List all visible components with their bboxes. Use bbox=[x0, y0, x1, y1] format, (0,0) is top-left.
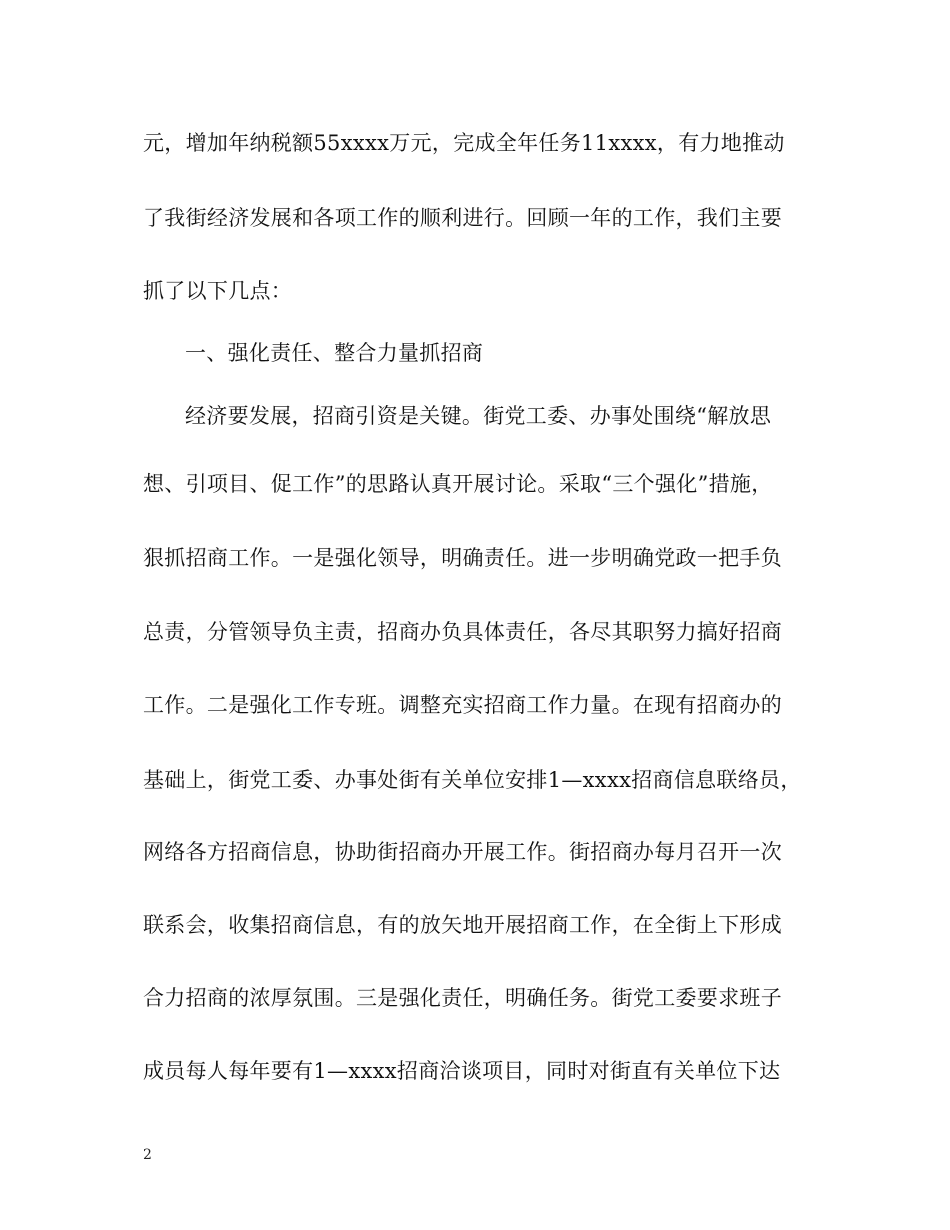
body-text-line: 抓了以下几点： bbox=[143, 279, 293, 303]
body-text-line: 合力招商的浓厚氛围。三是强化责任，明确任务。街党工委要求班子 bbox=[143, 986, 782, 1010]
body-text-line: 工作。二是强化工作专班。调整充实招商工作力量。在现有招商办的 bbox=[143, 693, 782, 717]
body-text-line: 了我街经济发展和各项工作的顺利进行。回顾一年的工作，我们主要 bbox=[143, 206, 782, 230]
body-text-line: 总责，分管领导负主责，招商办负具体责任，各尽其职努力搞好招商 bbox=[143, 620, 782, 644]
body-text-line: 经济要发展，招商引资是关键。街党工委、办事处围绕“解放思 bbox=[185, 404, 772, 428]
body-text-line: 联系会，收集招商信息，有的放矢地开展招商工作，在全街上下形成 bbox=[143, 913, 782, 937]
section-heading: 一、强化责任、整合力量抓招商 bbox=[185, 341, 484, 365]
body-text-line: 想、引项目、促工作”的思路认真开展讨论。采取“三个强化”措施， bbox=[143, 472, 773, 496]
body-text-line: 成员每人每年要有1—xxxx招商洽谈项目，同时对街直有关单位下达 bbox=[143, 1059, 781, 1083]
body-text-line: 网络各方招商信息，协助街招商办开展工作。街招商办每月召开一次 bbox=[143, 840, 782, 864]
page-number: 2 bbox=[143, 1147, 152, 1163]
body-text-line: 元，增加年纳税额55xxxx万元，完成全年任务11xxxx，有力地推动 bbox=[143, 131, 785, 155]
body-text-line: 狠抓招商工作。一是强化领导，明确责任。进一步明确党政一把手负 bbox=[143, 546, 782, 570]
body-text-line: 基础上，街党工委、办事处街有关单位安排1—xxxx招商信息联络员， bbox=[143, 768, 802, 792]
